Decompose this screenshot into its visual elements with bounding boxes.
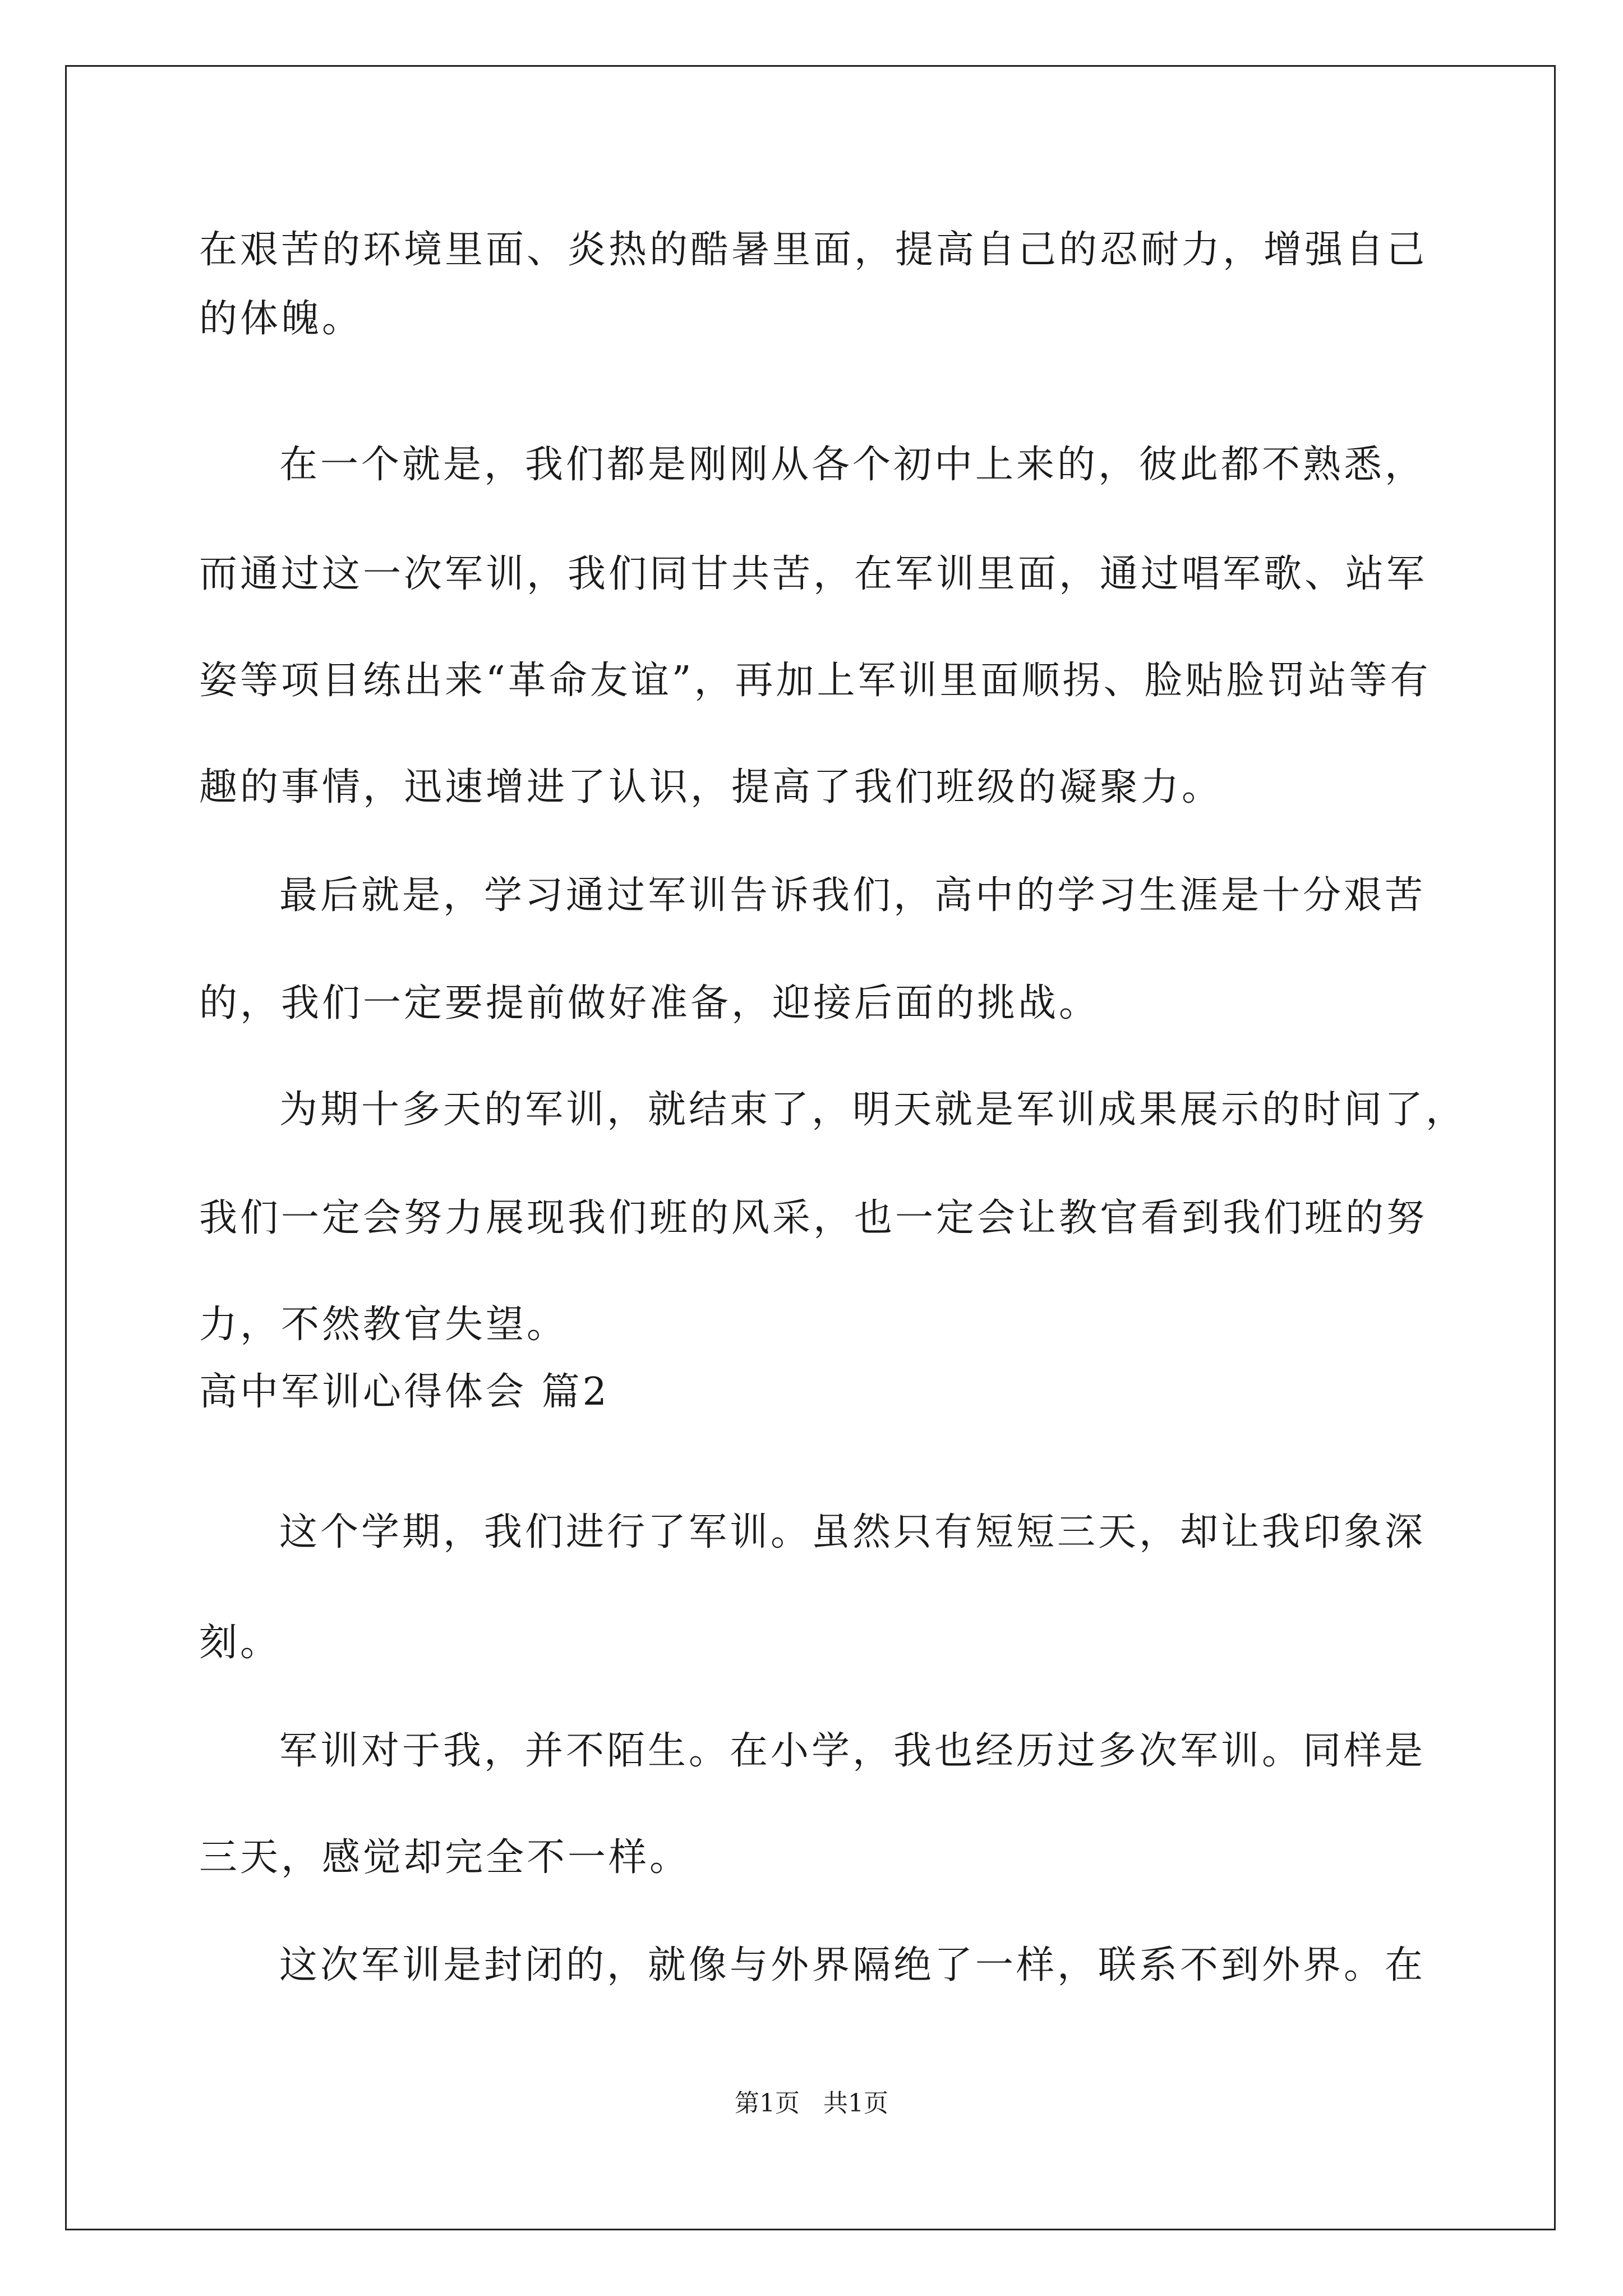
paragraph-line: 最后就是，学习通过军训告诉我们，高中的学习生涯是十分艰苦 bbox=[279, 873, 1426, 918]
paragraph-line: 姿等项目练出来“革命友谊”，再加上军训里面顺拐、脸贴脸罚站等有 bbox=[199, 659, 1431, 703]
paragraph-line: 这次军训是封闭的，就像与外界隔绝了一样，联系不到外界。在 bbox=[279, 1943, 1426, 1987]
paragraph-line: 军训对于我，并不陌生。在小学，我也经历过多次军训。同样是 bbox=[279, 1729, 1426, 1773]
paragraph-line: 为期十多天的军训，就结束了，明天就是军训成果展示的时间了， bbox=[279, 1088, 1467, 1132]
paragraph-line: 在艰苦的环境里面、炎热的酷暑里面，提高自己的忍耐力，增强自己 bbox=[199, 228, 1428, 272]
paragraph-line: 在一个就是，我们都是刚刚从各个初中上来的，彼此都不熟悉， bbox=[279, 443, 1426, 487]
paragraph-line: 而通过这一次军训，我们同甘共苦，在军训里面，通过唱军歌、站军 bbox=[199, 552, 1428, 596]
paragraph-line: 的，我们一定要提前做好准备，迎接后面的挑战。 bbox=[199, 981, 1100, 1025]
paragraph-line: 三天，感觉却完全不一样。 bbox=[199, 1835, 691, 1880]
page-number-footer: 第1页 共1页 bbox=[735, 2089, 888, 2118]
paragraph-line: 我们一定会努力展现我们班的风采，也一定会让教官看到我们班的努 bbox=[199, 1196, 1428, 1240]
section-heading: 高中军训心得体会 篇2 bbox=[199, 1370, 610, 1414]
paragraph-line: 刻。 bbox=[199, 1621, 282, 1665]
paragraph-line: 趣的事情，迅速增进了认识，提高了我们班级的凝聚力。 bbox=[199, 765, 1223, 809]
paragraph-line: 力，不然教官失望。 bbox=[199, 1303, 568, 1347]
paragraph-line: 这个学期，我们进行了军训。虽然只有短短三天，却让我印象深 bbox=[279, 1510, 1426, 1554]
page-border bbox=[65, 65, 1556, 2230]
paragraph-line: 的体魄。 bbox=[199, 297, 363, 341]
